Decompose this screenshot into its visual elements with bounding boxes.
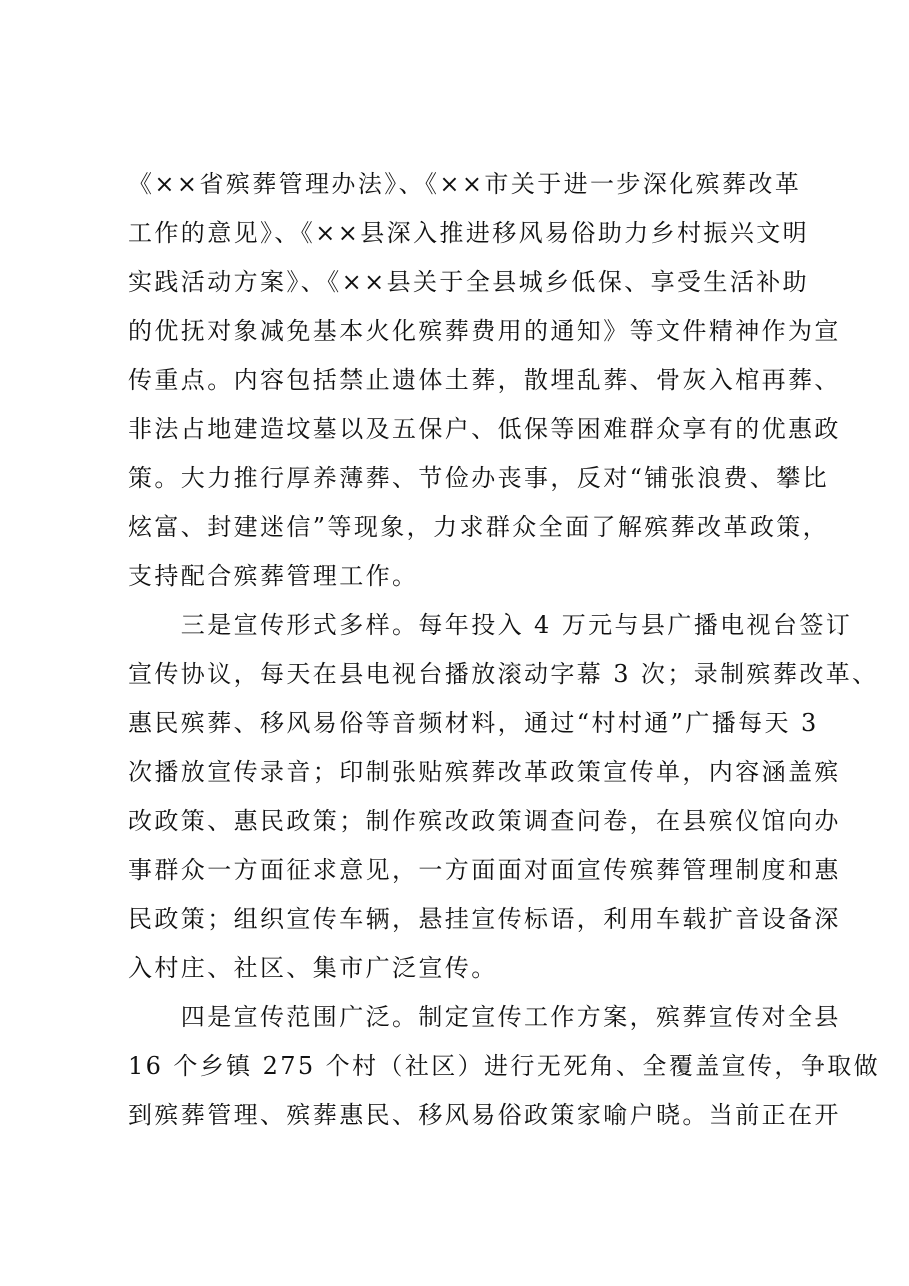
text-line: 惠民殡葬、移风易俗等音频材料，通过“村村通”广播每天 3 (128, 709, 819, 737)
text-line: 传重点。内容包括禁止遗体土葬，散埋乱葬、骨灰入棺再葬、 (128, 366, 841, 394)
text-line: 实践活动方案》、《××县关于全县城乡低保、享受生活补助 (128, 268, 810, 296)
text-line: 非法占地建造坟墓以及五保户、低保等困难群众享有的优惠政 (128, 415, 841, 443)
paragraph-3 (128, 993, 881, 1140)
text-line: 宣传协议，每天在县电视台播放滚动字幕 3 次；录制殡葬改革、 (128, 660, 879, 688)
body-text (128, 160, 881, 1140)
text-line: 次播放宣传录音；印制张贴殡葬改革政策宣传单，内容涵盖殡 (128, 758, 841, 786)
text-line: 《××省殡葬管理办法》、《××市关于进一步深化殡葬改革 (128, 170, 802, 198)
paragraph-1 (128, 160, 841, 601)
text-line: 炫富、封建迷信”等现象，力求群众全面了解殡葬改革政策， (128, 513, 830, 541)
text-line: 的优抚对象减免基本火化殡葬费用的通知》等文件精神作为宣 (128, 317, 841, 345)
text-line: 入村庄、社区、集市广泛宣传。 (128, 954, 498, 982)
text-line: 四是宣传范围广泛。制定宣传工作方案，殡葬宣传对全县 (128, 1003, 841, 1031)
text-line: 改政策、惠民政策；制作殡改政策调查问卷，在县殡仪馆向办 (128, 807, 841, 835)
text-line: 支持配合殡葬管理工作。 (128, 562, 419, 590)
text-line: 事群众一方面征求意见，一方面面对面宣传殡葬管理制度和惠 (128, 856, 841, 884)
text-line: 三是宣传形式多样。每年投入 4 万元与县广播电视台签订 (128, 611, 853, 639)
text-line: 策。大力推行厚养薄葬、节俭办丧事，反对“铺张浪费、攀比 (128, 464, 830, 492)
paragraph-2 (128, 601, 879, 993)
text-line: 到殡葬管理、殡葬惠民、移风易俗政策家喻户晓。当前正在开 (128, 1101, 841, 1129)
text-line: 16 个乡镇 275 个村（社区）进行无死角、全覆盖宣传，争取做 (128, 1052, 881, 1080)
text-line: 民政策；组织宣传车辆，悬挂宣传标语，利用车载扩音设备深 (128, 905, 841, 933)
text-line: 工作的意见》、《××县深入推进移风易俗助力乡村振兴文明 (128, 219, 810, 247)
